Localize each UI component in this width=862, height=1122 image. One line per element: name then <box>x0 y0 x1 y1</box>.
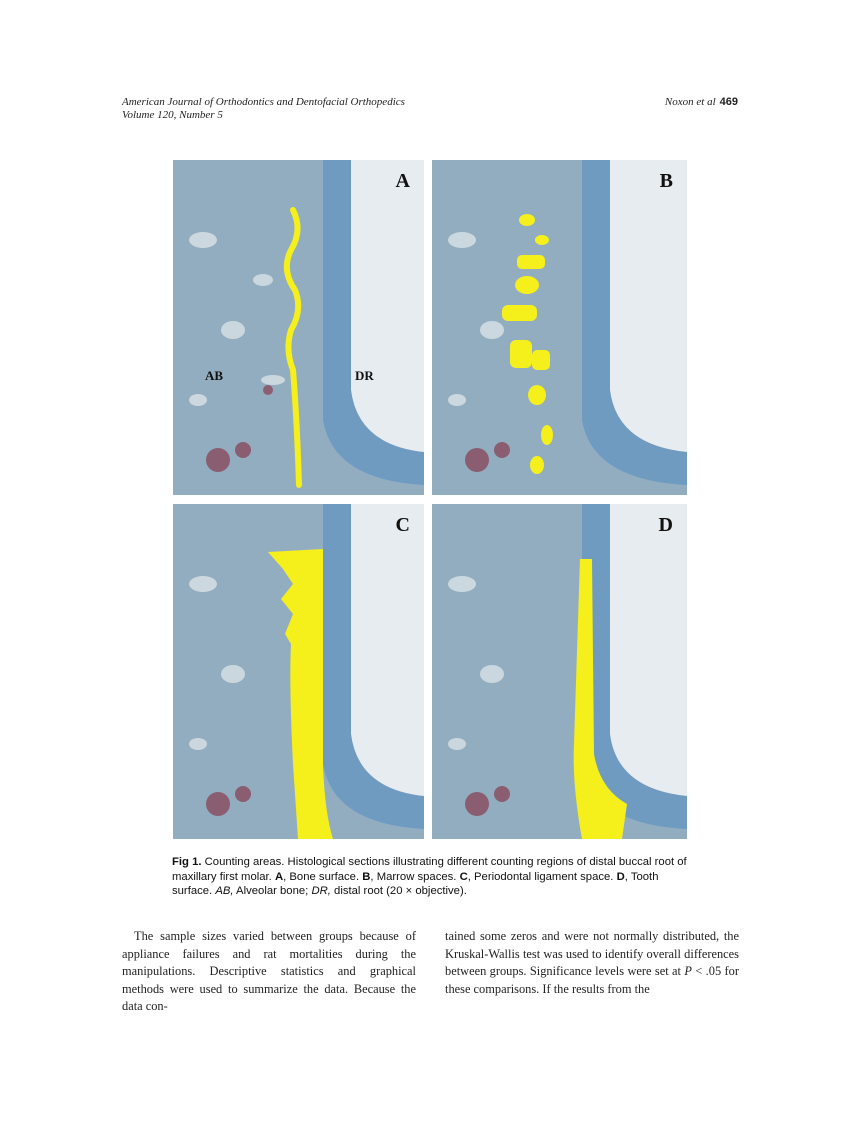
authors: Noxon et al <box>664 96 716 108</box>
page-number: 469 <box>719 96 738 108</box>
journal-title: American Journal of Orthodontics and Dentofacial Orthopedics <box>122 96 405 108</box>
caption-dr: DR, <box>311 885 331 897</box>
p-symbol: P <box>684 964 692 978</box>
caption-d: D <box>616 870 625 883</box>
running-header-right <box>665 96 738 109</box>
caption-d-text: , Tooth surface. <box>172 870 659 897</box>
caption-ab-text: Alveolar bone; <box>233 885 312 897</box>
panel-a <box>173 160 424 495</box>
panel-b <box>432 160 687 495</box>
caption-b-text: , Marrow spaces. <box>370 870 460 883</box>
caption-text: Counting areas. Histological sections illustrating different counting regions of distal buccal root of maxillary first molar. <box>172 856 687 883</box>
running-header <box>122 96 405 122</box>
body-text: < .05 for these comparisons. If the results from the <box>445 964 739 996</box>
caption-ab: AB, <box>215 885 234 897</box>
figure-1 <box>173 160 687 839</box>
body-text: tained some zeros and were not normally distributed, the Kruskal-Wallis test was used to identify overall differences between groups. Significance levels were set at <box>445 929 739 978</box>
panel-label: C <box>395 514 410 536</box>
caption-a-text: , Bone surface. <box>283 870 363 883</box>
panel-c <box>173 504 424 839</box>
label-alveolar-bone: AB <box>205 368 224 383</box>
panel-d <box>432 504 687 839</box>
body-column-right <box>445 928 739 998</box>
figure-caption <box>172 855 692 899</box>
panel-label: A <box>395 170 410 192</box>
caption-c: C <box>459 870 468 883</box>
fig-label: Fig 1. <box>172 856 202 868</box>
caption-a: A <box>274 870 284 883</box>
volume-info: Volume 120, Number 5 <box>122 109 223 121</box>
panel-label: B <box>659 170 673 192</box>
caption-dr-text: distal root (20 × objective). <box>330 885 467 897</box>
body-column-left: The sample sizes varied between groups because of appliance failures and rat mortalities during the manipulations. Descriptive statistics and graphical methods were used to summarize the data. Because the data con- <box>122 929 416 1013</box>
caption-c-text: , Periodontal ligament space. <box>467 870 617 883</box>
panel-label: D <box>658 514 673 536</box>
label-distal-root: DR <box>355 368 374 383</box>
caption-b: B <box>362 870 371 883</box>
